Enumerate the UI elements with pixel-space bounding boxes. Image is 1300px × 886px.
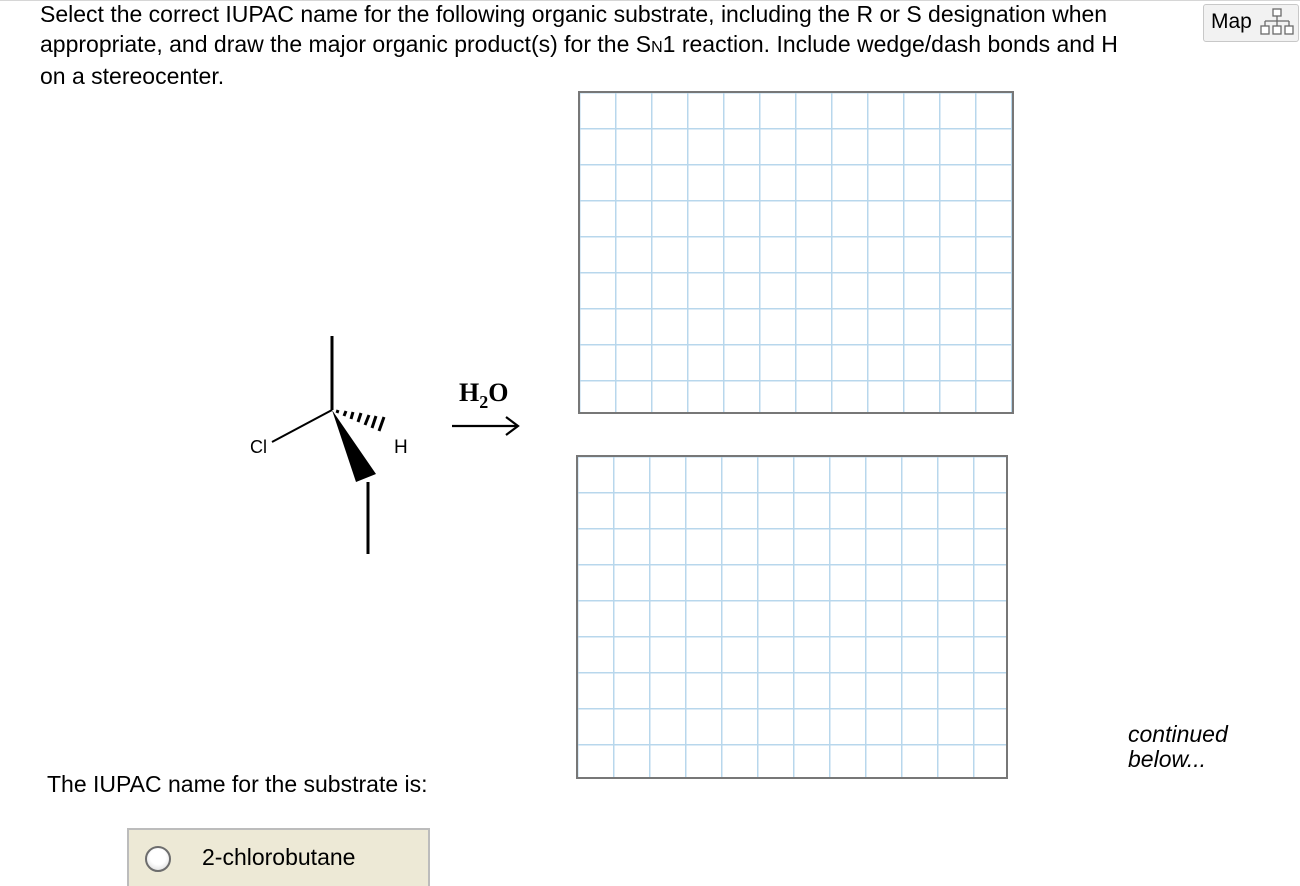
question-line-2 (40, 30, 1210, 63)
reagent-o: O (488, 378, 509, 407)
hydrogen-label: H (394, 437, 408, 458)
wedge-bond (332, 410, 376, 482)
reagent-label (459, 378, 508, 412)
bond-chlorine (272, 410, 332, 442)
question-text (40, 0, 1210, 92)
question-line-1: Select the correct IUPAC name for the following organic substrate, including the R or S designation when (40, 1, 1108, 27)
sitemap-icon (1259, 8, 1295, 38)
question-line-2-subscript: N (651, 38, 663, 56)
map-button-label: Map (1211, 10, 1252, 33)
answer-option-2-chlorobutane[interactable] (127, 828, 430, 886)
answer-option-label: 2-chlorobutane (202, 844, 356, 870)
substrate-structure (230, 320, 430, 560)
iupac-name-prompt: The IUPAC name for the substrate is: (47, 771, 428, 797)
reagent-subscript: 2 (479, 392, 489, 412)
reagent-h: H (459, 378, 480, 407)
question-line-3: on a stereocenter. (40, 63, 225, 89)
chlorine-label: Cl (250, 437, 267, 457)
question-line-2-end: 1 reaction. Include wedge/dash bonds and H (662, 30, 1118, 57)
product-drawing-canvas-1[interactable] (578, 91, 1014, 414)
question-line-2-start: appropriate, and draw the major organic product(s) for the S (40, 30, 652, 57)
answer-radio-button[interactable] (145, 846, 171, 872)
map-button[interactable] (1203, 4, 1299, 42)
continued-below-note: continued below... (1128, 721, 1228, 772)
reaction-arrow (440, 370, 530, 440)
product-drawing-canvas-2[interactable] (576, 455, 1008, 779)
